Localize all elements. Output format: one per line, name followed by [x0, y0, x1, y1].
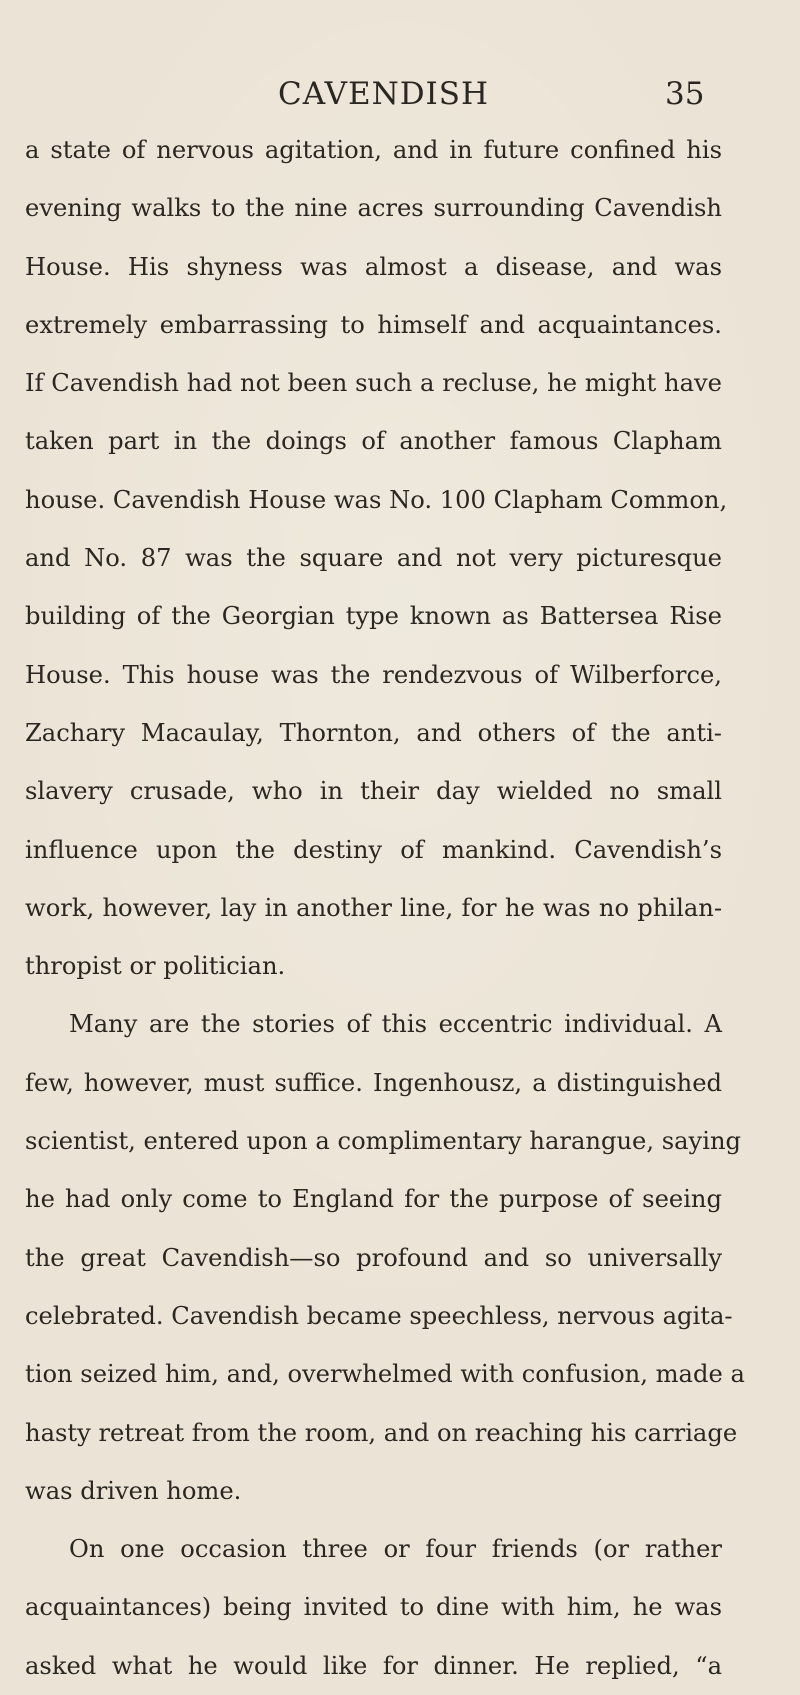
text-line: asked what he would like for dinner. He replied, “a: [25, 1651, 722, 1680]
text-line: and No. 87 was the square and not very picturesque: [25, 544, 722, 573]
text-line: a state of nervous agitation, and in future confined his: [25, 136, 722, 164]
text-line: the great Cavendish—so profound and so universally: [25, 1243, 722, 1272]
text-line: influence upon the destiny of mankind. Cavendish’s: [25, 835, 722, 864]
text-line: thropist or politician.: [25, 952, 286, 981]
body-text: [25, 121, 745, 1695]
running-head-title: CAVENDISH: [278, 76, 490, 112]
text-line: House. His shyness was almost a disease, and was: [25, 252, 722, 281]
text-line: scientist, entered upon a complimentary harangue, saying: [25, 1127, 742, 1156]
text-line: slavery crusade, who in their day wielded no small: [25, 777, 722, 806]
text-line: few, however, must suffice. Ingenhousz, a distinguished: [25, 1068, 722, 1097]
text-line: house. Cavendish House was No. 100 Clapham Common,: [25, 485, 728, 514]
text-line: tion seized him, and, overwhelmed with confusion, made a: [25, 1360, 745, 1389]
page-number: 35: [665, 76, 705, 112]
text-line: building of the Georgian type known as Battersea Rise: [25, 602, 722, 631]
text-line: work, however, lay in another line, for he was no philan-: [25, 893, 722, 922]
running-head: [0, 74, 800, 114]
text-line: If Cavendish had not been such a recluse, he might have: [25, 369, 722, 398]
text-line: Zachary Macaulay, Thornton, and others of the anti-: [25, 718, 722, 747]
text-line: On one occasion three or four friends (or rather: [69, 1535, 722, 1564]
text-line: celebrated. Cavendish became speechless, nervous agita-: [25, 1301, 733, 1330]
text-line: evening walks to the nine acres surrounding Cavendish: [25, 194, 722, 223]
text-line: he had only come to England for the purpose of seeing: [25, 1185, 722, 1214]
text-line: hasty retreat from the room, and on reaching his carriage: [25, 1418, 738, 1447]
text-line: taken part in the doings of another famous Clapham: [25, 427, 722, 456]
text-line: was driven home.: [25, 1476, 242, 1505]
text-line: extremely embarrassing to himself and acquaintances.: [25, 310, 722, 339]
text-line: Many are the stories of this eccentric individual. A: [69, 1010, 722, 1039]
text-line: acquaintances) being invited to dine with him, he was: [25, 1593, 722, 1622]
text-line: House. This house was the rendezvous of Wilberforce,: [25, 660, 722, 689]
